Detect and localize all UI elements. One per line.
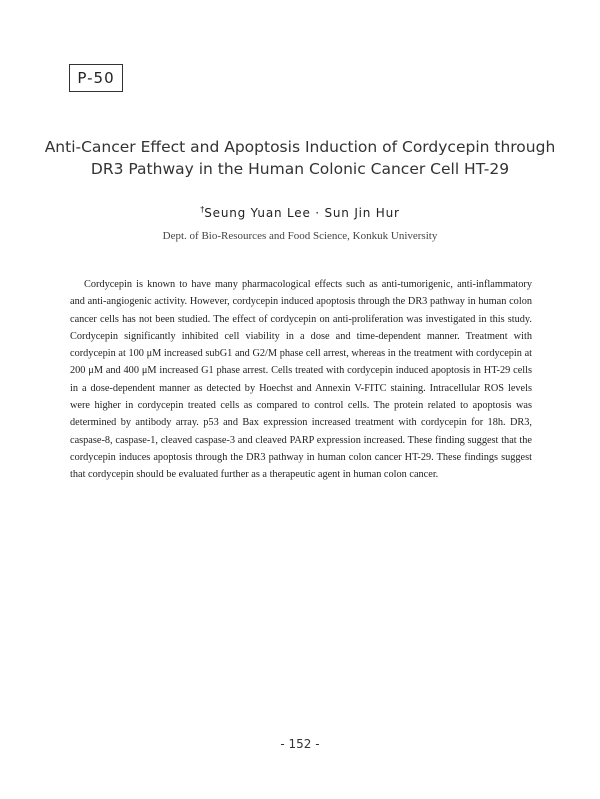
paper-title	[40, 136, 560, 180]
page-number: - 152 -	[280, 737, 320, 751]
affiliation: Dept. of Bio-Resources and Food Science, Konkuk University	[162, 230, 438, 242]
title-line-2: DR3 Pathway in the Human Colonic Cancer Cell HT-29	[90, 160, 510, 178]
poster-code: P-50	[77, 69, 115, 87]
poster-code-box	[69, 64, 123, 92]
author-line	[0, 205, 600, 220]
abstract-paragraph	[70, 276, 532, 484]
title-line-1: Anti-Cancer Effect and Apoptosis Induction of Cordycepin through	[44, 138, 556, 156]
author-names: Seung Yuan Lee · Sun Jin Hur	[204, 206, 400, 220]
corresponding-author-mark: †	[200, 205, 205, 214]
abstract-text: Cordycepin is known to have many pharmacological effects such as anti-tumorigenic, anti-inflammatory and anti-angiogenic activity. However, cordycepin induced apoptosis through the DR3 pathway in human colon cancer cells has not been studied. The effect of cordycepin on anti-proliferation was investigated in this study. Cordycepin significantly inhibited cell viability in a dose and time-dependent manner. Treatment with cordycepin at 100 μM increased subG1 and G2/M phase cell arrest, whereas in the treatment with cordycepin at 200 μM and 400 μM increased G1 phase arrest. Cells treated with cordycepin induced apoptosis in HT-29 cells in a dose-dependent manner as detected by Hoechst and Annexin V-FITC staining. Intracellular ROS levels were higher in cordycepin treated cells as compared to control cells. The protein related to apoptosis was determined by antibody array. p53 and Bax expression increased treatment with cordycepin for 18h. DR3, caspase-8, caspase-1, cleaved caspase-3 and cleaved PARP expression increased. These finding suggest that the cordycepin induces apoptosis through the DR3 pathway in human colon cancer HT-29. These findings suggest that cordycepin should be evaluated further as a therapeutic agent in human colon cancer.	[70, 279, 532, 481]
